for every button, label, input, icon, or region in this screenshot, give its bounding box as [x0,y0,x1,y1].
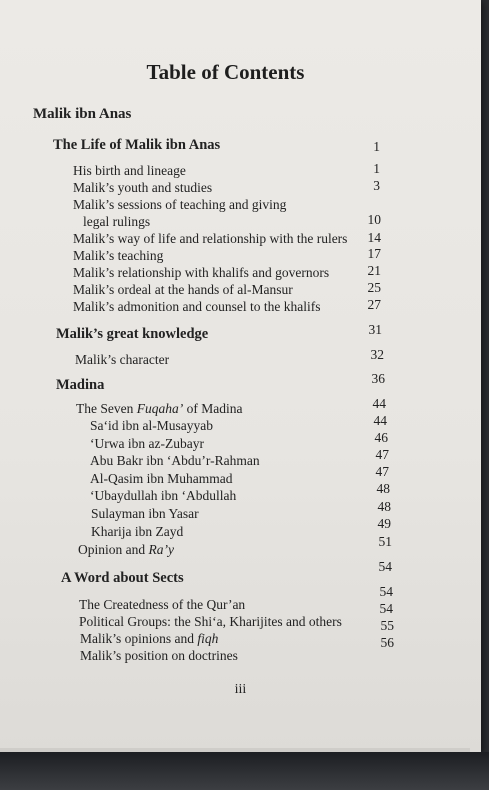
toc-page-number: 54 [379,601,393,616]
toc-entry: Malik’s relationship with khalifs and governors [73,265,330,280]
toc-entry: Malik’s sessions of teaching and giving [73,197,287,212]
toc-page-number: 56 [380,635,394,650]
toc-page-number: 49 [377,516,391,531]
toc-entry: Malik’s admonition and counsel to the khalifs [73,299,321,314]
toc-entry: Abu Bakr ibn ‘Abdu’r-Rahman [90,453,260,468]
toc-entry: Sulayman ibn Yasar [91,506,199,521]
toc-entry-text: Opinion and [78,542,149,557]
toc-entry: Al-Qasim ibn Muhammad [90,471,233,486]
toc-entry [78,542,174,558]
toc-entry: Sa‘id ibn al-Musayyab [90,418,213,433]
toc-page-number: 36 [371,371,385,386]
toc-section: Madina [56,377,105,393]
toc-page-number: 44 [373,413,387,428]
toc-page-number: 10 [367,212,381,227]
toc-entry: Malik’s character [75,352,170,367]
toc-page-number: 51 [378,534,392,549]
background-surface [0,752,489,790]
toc-page-number: 27 [367,297,381,312]
toc-entry [80,631,218,647]
toc-page-number: 17 [367,246,381,261]
toc-entry: Malik’s way of life and relationship with the rulers [73,231,348,246]
toc-page-number: 1 [373,161,380,176]
toc-entry [76,401,242,417]
toc-page-number: 47 [375,464,389,479]
toc-entry: His birth and lineage [73,163,186,178]
toc-section: A Word about Sects [61,570,184,586]
toc-page-number: 14 [367,230,381,245]
toc-entry: Malik’s youth and studies [73,180,213,195]
toc-page-number: 55 [380,618,394,633]
part-heading: Malik ibn Anas [33,106,132,122]
page-folio: iii [234,682,247,697]
page-title: Table of Contents [146,60,305,84]
toc-entry-continuation: legal rulings [83,214,151,229]
toc-page-number: 47 [375,447,389,462]
toc-entry-text: Malik’s opinions and [80,631,198,646]
toc-entry-text: of Madina [183,401,243,416]
toc-entry: The Createdness of the Qur’an [79,597,246,612]
toc-page-number: 54 [379,584,393,599]
toc-page-number: 21 [367,263,381,278]
toc-page-number: 54 [378,559,392,574]
toc-entry-italic: Fuqaha’ [136,401,184,416]
toc-entry: Malik’s position on doctrines [80,648,238,663]
toc-entry-text: The Seven [76,401,137,416]
toc-entry: Kharija ibn Zayd [91,524,184,539]
toc-section: The Life of Malik ibn Anas [53,137,221,153]
toc-page-number: 46 [374,430,388,445]
toc-entry: ‘Ubaydullah ibn ‘Abdullah [90,488,237,503]
toc-page-number: 3 [373,178,380,193]
toc-entry: Malik’s ordeal at the hands of al-Mansur [73,282,293,297]
toc-entry: ‘Urwa ibn az-Zubayr [90,436,204,451]
toc-page-number: 25 [367,280,381,295]
toc-page-number: 44 [372,396,386,411]
toc-entry-italic: fiqh [197,631,219,646]
toc-page-number: 31 [368,322,382,337]
toc-page-number: 48 [376,481,390,496]
toc-section: Malik’s great knowledge [56,326,209,342]
toc-entry: Malik’s teaching [73,248,164,263]
toc-page-number: 48 [377,499,391,514]
toc-page-number: 1 [373,139,380,154]
toc-entry-italic: Ra’y [148,542,174,557]
toc-page-number: 32 [370,347,384,362]
toc-entry: Political Groups: the Shi‘a, Kharijites and others [79,614,342,629]
